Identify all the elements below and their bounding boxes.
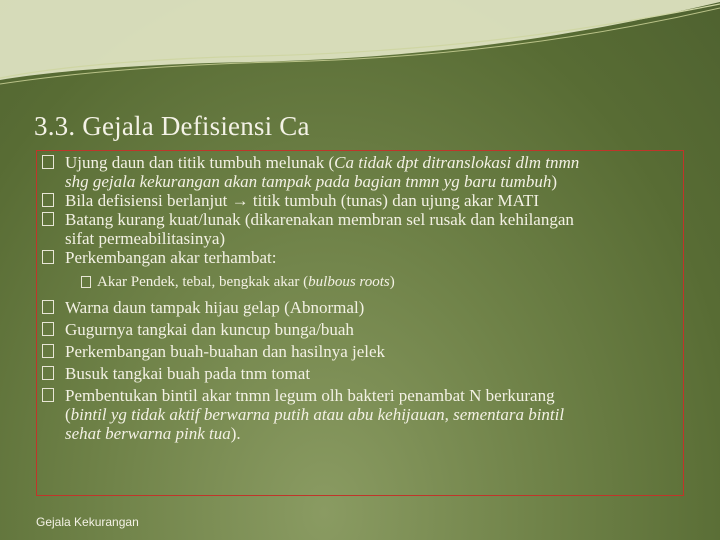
bullet-item (37, 248, 681, 267)
bullet-text: Gugurnya tangkai dan kuncup bunga/buah (65, 320, 354, 339)
bullet-item (37, 386, 681, 405)
bullet-text: Akar Pendek, tebal, bengkak akar ( (97, 274, 309, 290)
bullet-box-icon (42, 300, 54, 314)
bullet-box-icon (42, 212, 54, 226)
bullet-box-icon (42, 193, 54, 207)
bullet-text: Batang kurang kuat/lunak (dikarenakan membran sel rusak dan kehilangan (65, 210, 574, 229)
bullet-box-icon (42, 155, 54, 169)
bullet-text-italic: sehat berwarna pink tua (65, 424, 231, 443)
bullet-item (37, 191, 681, 210)
bullet-continuation (37, 229, 681, 248)
bullet-item (37, 342, 681, 361)
bullet-box-icon (42, 344, 54, 358)
bullet-text-italic: Ca tidak dpt ditranslokasi dlm tnmn (334, 153, 580, 172)
bullet-text: Perkembangan akar terhambat: (65, 248, 277, 267)
content-box (36, 150, 684, 496)
bullet-text: ). (230, 424, 241, 443)
bullet-item (37, 364, 681, 383)
bullet-box-icon (42, 388, 54, 402)
bullet-text: ) (551, 172, 558, 191)
bullet-item (37, 210, 681, 229)
bullet-continuation (37, 405, 681, 424)
bullet-text: Perkembangan buah-buahan dan hasilnya jelek (65, 342, 386, 361)
bullet-item (37, 298, 681, 317)
bullet-text-italic: bulbous roots (308, 274, 390, 290)
bullet-text: Busuk tangkai buah pada tnm tomat (65, 364, 311, 383)
bullet-text: Ujung daun dan titik tumbuh melunak ( (65, 153, 335, 172)
bullet-text: ( (65, 405, 71, 424)
bullet-text: sifat permeabilitasinya) (65, 229, 226, 248)
bullet-box-icon (42, 366, 54, 380)
bullet-item (37, 320, 681, 339)
bullet-continuation (37, 424, 681, 443)
bullet-continuation (37, 172, 681, 191)
bullet-text: Pembentukan bintil akar tnmn legum olh bakteri penambat N berkurang (65, 386, 555, 405)
bullet-text-italic: shg gejala kekurangan akan tampak pada bagian tnmn yg baru tumbuh (65, 172, 552, 191)
bullet-text: Warna daun tampak hijau gelap (Abnormal) (65, 298, 365, 317)
slide-footer: Gejala Kekurangan (36, 515, 139, 529)
bullet-text: ) (389, 274, 395, 290)
slide-title: 3.3. Gejala Defisiensi Ca (34, 111, 310, 141)
sub-bullet-box-icon (81, 276, 91, 288)
bullet-text: Bila defisiensi berlanjut → titik tumbuh (tunas) dan ujung akar MATI (65, 191, 540, 210)
bullet-list (37, 153, 681, 443)
bullet-box-icon (42, 250, 54, 264)
bullet-text-italic: bintil yg tidak aktif berwarna putih atau abu kehijauan, sementara bintil (70, 405, 565, 424)
bullet-box-icon (42, 322, 54, 336)
bullet-item (37, 153, 681, 172)
sub-bullet-item (37, 273, 681, 292)
decorative-top-band (0, 0, 720, 90)
